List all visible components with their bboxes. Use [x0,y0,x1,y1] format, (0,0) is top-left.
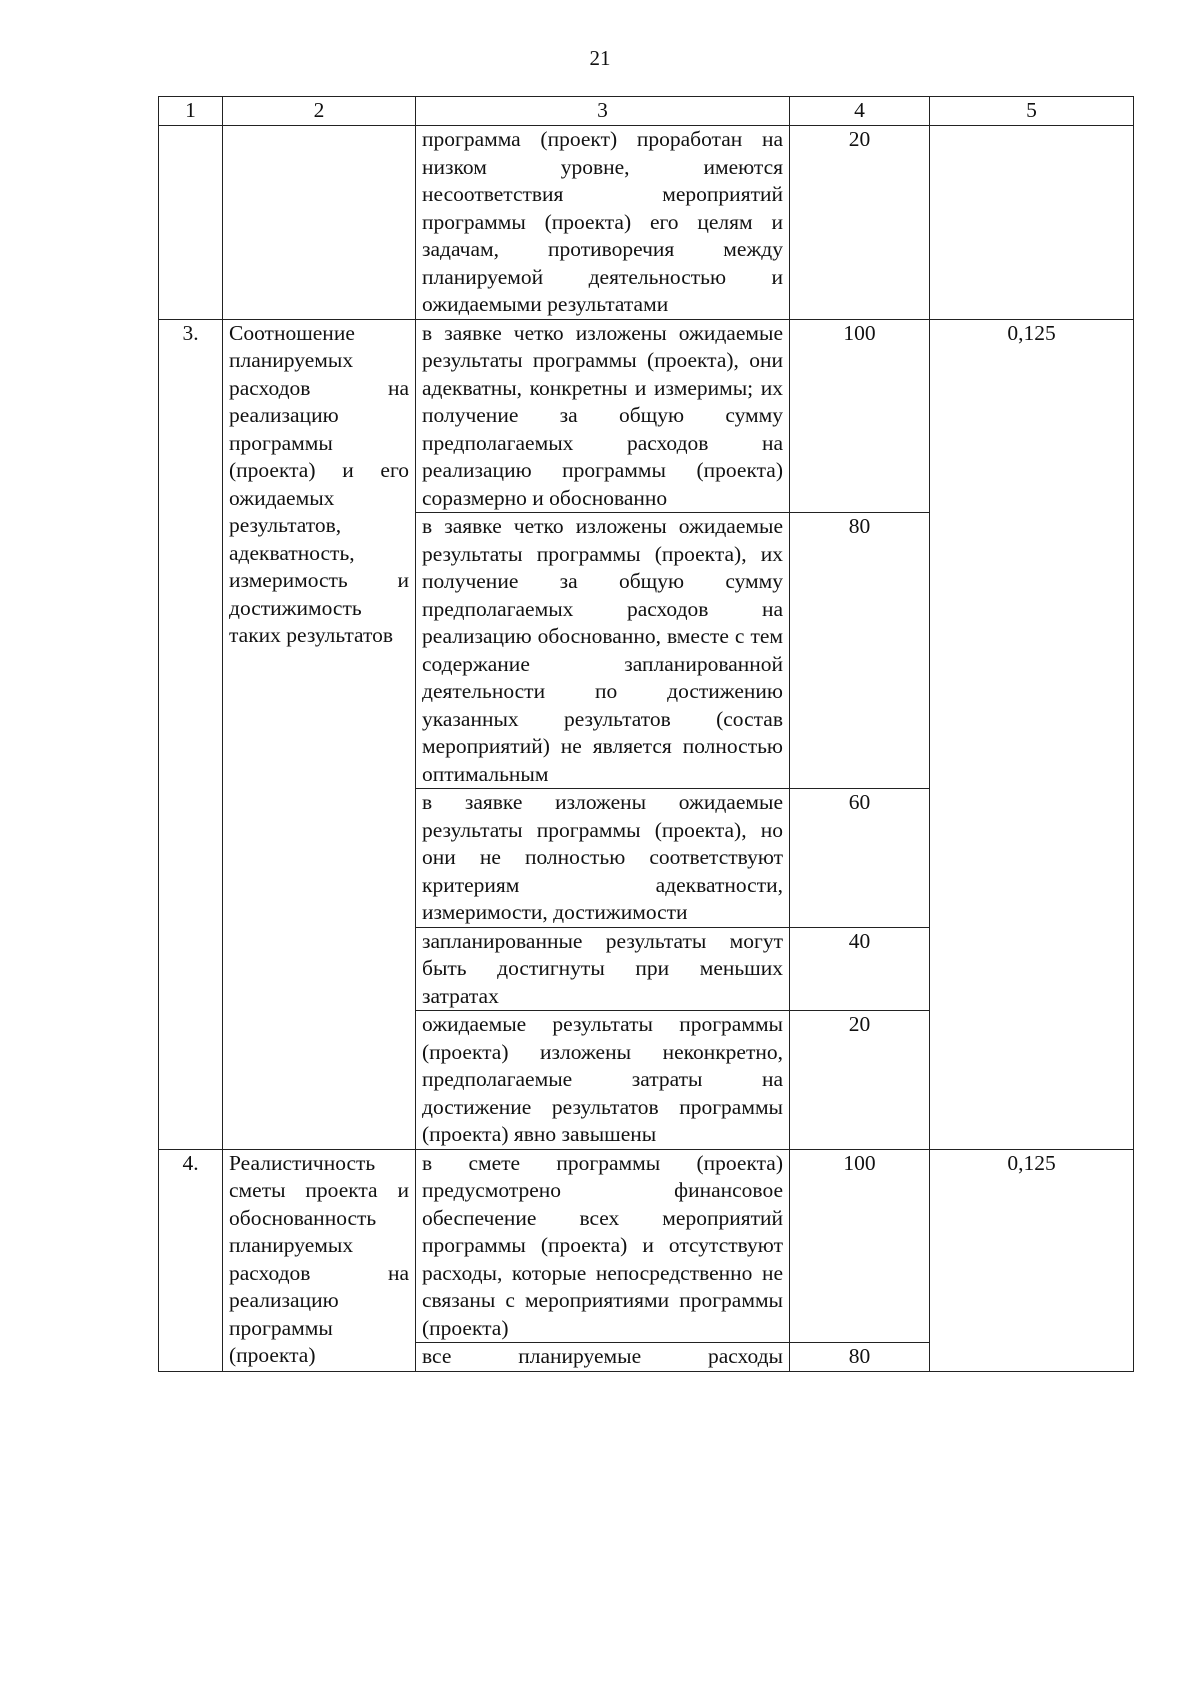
level-description: в заявке четко изложены ожидаемые результаты программы (проекта), их получение за общую сумму предполагаемых расходов на реализацию обоснованно, вместе с тем содержание запланированной деятельности по достижению указанных результатов (состав мероприятий) не является полностью оптимальным [416,513,790,789]
table-row [159,126,1134,320]
level-description: программа (проект) проработан на низком уровне, имеются несоответствия мероприятий программы (проекта) его целям и задачам, противоречия между планируемой деятельностью и ожидаемыми результатами [416,126,790,320]
criterion-name-cell [223,126,416,320]
criterion-weight-cell [930,126,1134,320]
level-description: все планируемые расходы [416,1343,790,1372]
level-score: 100 [790,1149,930,1343]
column-header-4: 4 [790,97,930,126]
level-description: ожидаемые результаты программы (проекта) изложены неконкретно, предполагаемые затраты на достижение результатов программы (проекта) явно завышены [416,1011,790,1150]
level-description: в заявке изложены ожидаемые результаты программы (проекта), но они не полностью соответствуют критериям адекватности, измеримости, достижимости [416,789,790,928]
level-description: запланированные результаты могут быть достигнуты при меньших затратах [416,927,790,1011]
column-header-5: 5 [930,97,1134,126]
criterion-number: 3. [159,319,223,1149]
criterion-weight: 0,125 [930,1149,1134,1371]
page-number: 21 [589,46,611,70]
criterion-number-cell [159,126,223,320]
column-header-3: 3 [416,97,790,126]
level-score: 80 [790,513,930,789]
criterion-name: Соотношение планируемых расходов на реализацию программы (проекта) и его ожидаемых результатов, адекватность, измеримость и достижимость таких результатов [223,319,416,1149]
level-description: в заявке четко изложены ожидаемые результаты программы (проекта), они адекватны, конкретны и измеримы; их получение за общую сумму предполагаемых расходов на реализацию программы (проекта) соразмерно и обоснованно [416,319,790,513]
table-row [159,319,1134,513]
table-row [159,1149,1134,1343]
criteria-table [158,96,1134,1372]
criterion-number: 4. [159,1149,223,1371]
level-score: 80 [790,1343,930,1372]
level-score: 40 [790,927,930,1011]
level-score: 20 [790,126,930,320]
level-score: 20 [790,1011,930,1150]
criterion-weight: 0,125 [930,319,1134,1149]
column-header-2: 2 [223,97,416,126]
header-row [159,97,1134,126]
level-score: 60 [790,789,930,928]
level-description: в смете программы (проекта) предусмотрено финансовое обеспечение всех мероприятий программы (проекта) и отсутствуют расходы, которые непосредственно не связаны с мероприятиями программы (проекта) [416,1149,790,1343]
level-score: 100 [790,319,930,513]
column-header-1: 1 [159,97,223,126]
criterion-name: Реалистичность сметы проекта и обоснованность планируемых расходов на реализацию программы (проекта) [223,1149,416,1371]
